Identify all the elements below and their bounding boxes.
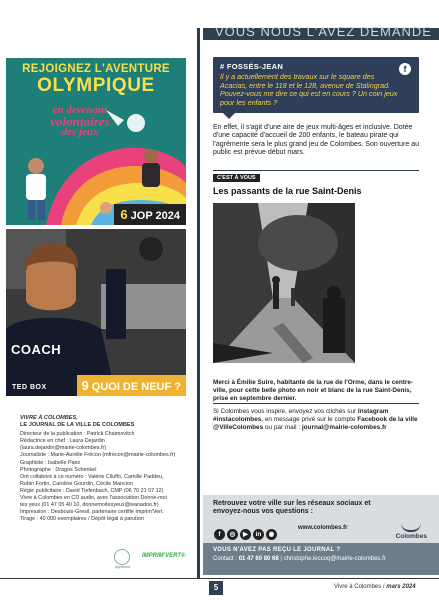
- answer-text: En effet, il s'agit d'une aire de jeux multi-âges et inclusive. Dotée d'une capacité d'accueil de 200 enfants, le bateau pirate qui l'agrémente sera le plus grand jeu de Colombes. Son ouverture au public est prévue début mars.: [213, 124, 420, 157]
- colophon-line: Robin Fortin, Caroline Gourdin, Cécile Mancion: [20, 480, 133, 487]
- question-hashtag: # FOSSÉS-JEAN: [220, 62, 284, 71]
- street-photo: [213, 203, 355, 363]
- colophon-line: Directeur de la publication : Patrick Chaimovitch: [20, 431, 135, 438]
- colophon-line: Rédactrice en chef : Laura Dejardin: [20, 438, 105, 445]
- coach-photo: [6, 229, 186, 396]
- footer-rule: [0, 578, 439, 579]
- social-title: Retrouvez votre ville sur les réseaux sociaux et envoyez-nous vos questions :: [213, 500, 371, 515]
- tagline-part-1: en devenant: [52, 104, 108, 116]
- instagram-icon[interactable]: ◎: [227, 529, 238, 540]
- contact-label: Contact :: [213, 556, 239, 562]
- contact-email[interactable]: | christophe.leccoq@mairie-colombes.fr: [278, 556, 386, 562]
- invite-text: , en message privé sur le compte: [261, 415, 358, 423]
- promo-tagline: [40, 105, 120, 138]
- facebook-icon[interactable]: f: [214, 529, 225, 540]
- certification-logos: [110, 547, 190, 569]
- colophon-line: (laura.dejardin@mairie-colombes.fr): [20, 445, 107, 452]
- colophon-line: Impression : Desbouis-Gresil, partenaire certifié Imprim'Vert.: [20, 509, 164, 516]
- coach-shirt-text: COACH: [11, 342, 62, 357]
- divider-line: [213, 170, 419, 171]
- promo-headline-line2: OLYMPIQUE: [37, 75, 155, 96]
- column-divider: [197, 28, 200, 578]
- invite-text: ou par mail :: [263, 423, 302, 431]
- email-link[interactable]: journal@mairie-colombes.fr: [301, 423, 387, 431]
- youtube-icon[interactable]: ▶: [240, 529, 251, 540]
- recycling-logo-icon: [114, 549, 130, 565]
- section-title: VOUS NOUS L'AVEZ DEMANDÉ: [215, 24, 432, 39]
- colombes-logo: [396, 523, 427, 540]
- imprim-vert-logo: IMPRIM'VERT®: [142, 553, 186, 559]
- facebook-icon: f: [399, 63, 411, 75]
- photo-caption: [213, 379, 419, 402]
- invite-paragraph: [213, 408, 419, 431]
- social-icons: [214, 523, 279, 541]
- street-photo-image: [213, 203, 355, 363]
- caption-text: Merci à Émilie Suire, habitante de la rue de l'Orme, dans le centre-ville, pour cette belle photo en noir et blanc de la rue Saint-Denis, prise en septembre dernier.: [213, 379, 414, 402]
- colophon-line: Journaliste : Marie-Aurélie Frécon (mfrécon@mairie-colombes.fr): [20, 452, 176, 459]
- quoi-page-number: 9: [81, 378, 89, 393]
- page-number: 5: [209, 581, 223, 595]
- colophon-line: Vivre à Colombes en CD audio, avec l'association Donne-moi: [20, 495, 167, 502]
- box-text: TED BOX: [12, 384, 47, 391]
- colophon-line: Photographe : Dragos Schenkel: [20, 466, 97, 473]
- story-tag: C'EST À VOUS: [213, 174, 260, 182]
- tagline-part-3: des jeux: [61, 126, 99, 138]
- promo-page-badge: [114, 204, 186, 225]
- promo-olympic-volunteers[interactable]: [6, 58, 186, 225]
- badge-label: JOP 2024: [130, 210, 180, 222]
- badge-page-number: 6: [120, 207, 128, 222]
- colophon-title: VIVRE À COLOMBES,: [20, 415, 78, 421]
- quoi-label: QUOI DE NEUF ?: [91, 381, 181, 393]
- facebook-question-box: [213, 57, 419, 113]
- recycling-logo-label: Agrément: [115, 565, 131, 569]
- story-title: Les passants de la rue Saint-Denis: [213, 186, 362, 196]
- contact-phone[interactable]: 01 47 60 80 68: [238, 556, 279, 562]
- publication-name: Vivre à Colombes /: [334, 584, 387, 590]
- colophon-line: Tirage : 40 000 exemplaires / Dépôt légal à parution: [20, 516, 144, 523]
- website-link[interactable]: www.colombes.fr: [298, 525, 348, 531]
- tagline-part-2: volontaires: [50, 114, 110, 129]
- colophon: [20, 415, 190, 523]
- colombes-logo-text: Colombes: [395, 533, 427, 540]
- instagram-link[interactable]: Instagram #instacolombes: [213, 408, 389, 423]
- promo-quoi-de-neuf[interactable]: [6, 229, 186, 396]
- colombes-logo-icon: [401, 523, 421, 532]
- quoi-de-neuf-badge: [77, 375, 186, 396]
- facebook-link[interactable]: Facebook de la ville @VilleColombes: [213, 415, 418, 431]
- footer-publication: [334, 584, 416, 590]
- social-networks-box: [203, 495, 439, 543]
- colophon-line: Graphiste : Isabelle Paez: [20, 459, 81, 466]
- question-text: Il y a actuellement des travaux sur le square des Acacias, entre le 118 et le 128, avenue de Stalingrad. Pouvez-vous me dire ce qui est en cours ? Un coin jeux pour les enfants ?: [220, 72, 398, 107]
- speech-bubble-tail: [223, 113, 235, 119]
- divider-line: [213, 403, 419, 404]
- invite-text: Si Colombes vous inspire, envoyez vos clichés sur: [213, 408, 358, 415]
- colophon-line: Ont collaboré à ce numéro : Valérie Ciluffo, Camille Paddeu,: [20, 473, 164, 480]
- linkedin-icon[interactable]: in: [253, 529, 264, 540]
- journal-contact-box: [203, 543, 439, 575]
- colophon-subtitle: LE JOURNAL DE LA VILLE DE COLOMBES: [20, 422, 135, 429]
- colophon-line: Régie publicitaire : David Tiefenbach, CMP (06 70 21 07 12): [20, 487, 164, 494]
- promo-headline-line1: REJOIGNEZ L'AVENTURE: [22, 63, 170, 75]
- journal-contact: [213, 556, 429, 562]
- podcast-icon[interactable]: ◉: [266, 529, 277, 540]
- journal-title: VOUS N'AVEZ PAS REÇU LE JOURNAL ?: [213, 547, 341, 553]
- colophon-line: tes yeux (01 47 05 40 10, donnemoitesyeux@wanadoo.fr): [20, 502, 159, 509]
- issue-date: mars 2024: [386, 584, 416, 590]
